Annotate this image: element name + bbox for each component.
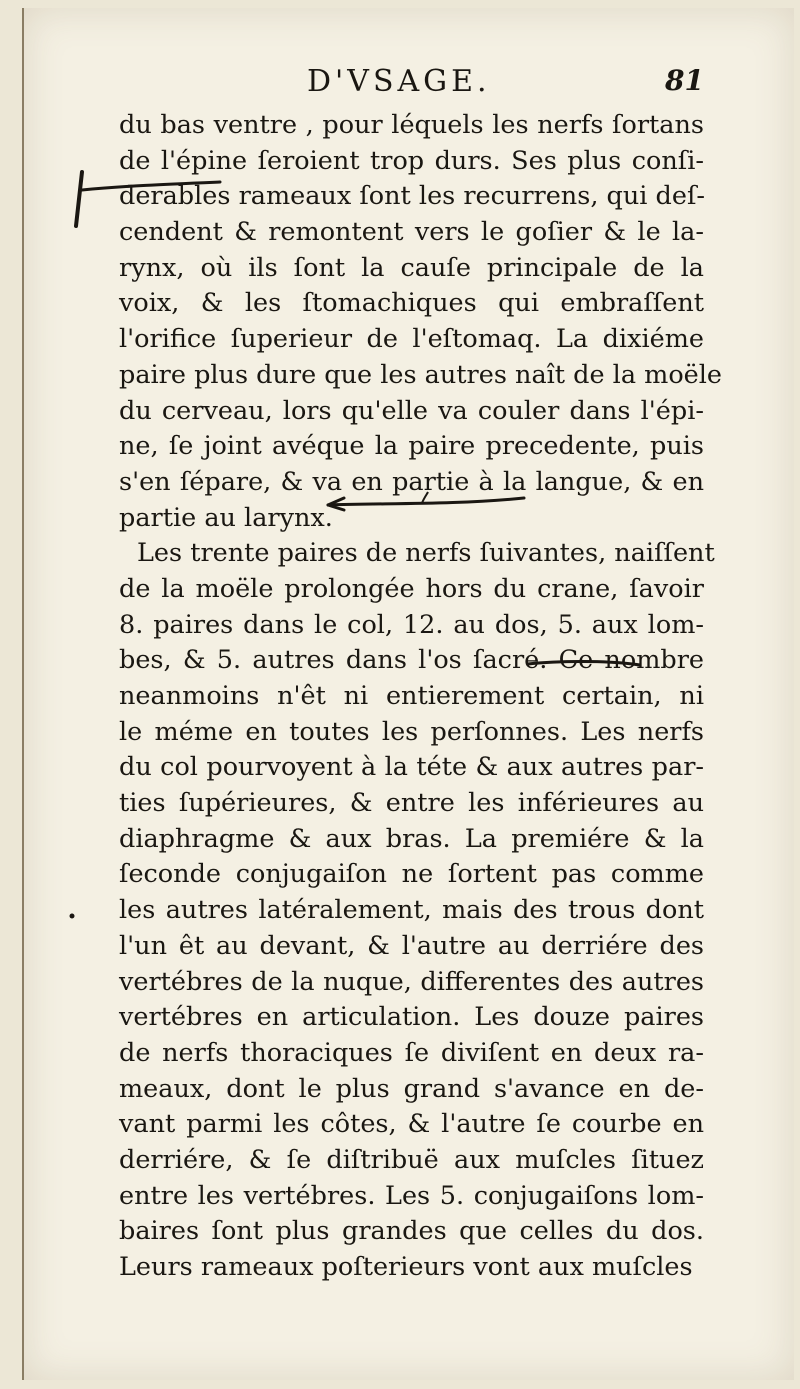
text-line: bes, & 5. autres dans l'os ſacré. Ce nombre (119, 645, 704, 676)
text-line: diaphragme & aux bras. La premiére & la (119, 823, 704, 854)
text-line: ſeconde conjugaiſon ne ſortent pas comme (119, 859, 704, 890)
handwritten-arrow-icon (324, 490, 539, 516)
text-line: meaux, dont le plus grand s'avance en de- (119, 1073, 704, 1104)
handwritten-underline-icon (526, 656, 644, 670)
text-line: vant parmi les côtes, & l'autre ſe courbe en (119, 1109, 704, 1140)
text-line: baires ſont plus grandes que celles du dos. (119, 1216, 704, 1247)
text-line: du col pourvoyent à la téte & aux autres par- (119, 752, 704, 783)
text-line: Leurs rameaux poſterieurs vont aux muſcles (119, 1252, 693, 1282)
paragraph-start-line: Les trente paires de nerfs ſuivantes, naiſſent (137, 538, 715, 569)
text-line: de l'épine ſeroient trop durs. Ses plus conſi- (119, 145, 704, 176)
running-head: D'VSAGE. (307, 64, 491, 99)
text-line: du cerveau, lors qu'elle va couler dans l'épi- (119, 395, 704, 426)
text-line: neanmoins n'êt ni entierement certain, ni (119, 681, 704, 711)
ink-dot-icon (68, 912, 76, 920)
text-line: ties ſupérieures, & entre les inférieures au (119, 788, 704, 819)
text-line: s'en ſépare, & va en partie à la langue, & en (119, 466, 704, 497)
text-line: de nerfs thoraciques ſe diviſent en deux ra- (119, 1037, 704, 1068)
text-line: du bas ventre , pour léquels les nerfs ſortans (119, 110, 704, 140)
page-header (119, 64, 704, 104)
text-line: vertébres en articulation. Les douze paires (119, 1002, 704, 1033)
text-line: les autres latéralement, mais des trous dont (119, 895, 704, 926)
text-line: le méme en toutes les perſonnes. Les nerfs (119, 716, 704, 747)
text-line: ne, ſe joint avéque la paire precedente, puis (119, 431, 704, 462)
text-line: de la moële prolongée hors du crane, ſavoir (119, 573, 704, 604)
book-page (22, 8, 794, 1380)
text-line: voix, & les ſtomachiques qui embraſſent (119, 288, 704, 319)
text-line: l'orifice ſuperieur de l'eſtomaq. La dixiéme (119, 324, 704, 355)
text-line: derriére, & ſe diſtribuë aux muſcles ſituez (119, 1144, 704, 1175)
page-number: 81 (665, 64, 704, 97)
text-line: 8. paires dans le col, 12. au dos, 5. aux lom- (119, 609, 704, 640)
text-line: rynx, où ils ſont la cauſe principale de la (119, 252, 704, 283)
text-line: entre les vertébres. Les 5. conjugaiſons lom- (119, 1180, 704, 1211)
text-line: derables rameaux ſont les recurrens, qui deſ- (119, 181, 706, 212)
text-line: paire plus dure que les autres naît de la moële (119, 359, 723, 390)
text-line: vertébres de la nuque, differentes des autres (119, 966, 704, 997)
margin-pen-mark-icon (62, 160, 222, 230)
body-text (119, 108, 723, 1286)
text-line: cendent & remontent vers le goſier & le la- (119, 217, 704, 248)
text-line: partie au larynx. (119, 502, 333, 533)
text-line: l'un êt au devant, & l'autre au derriére des (119, 930, 704, 961)
